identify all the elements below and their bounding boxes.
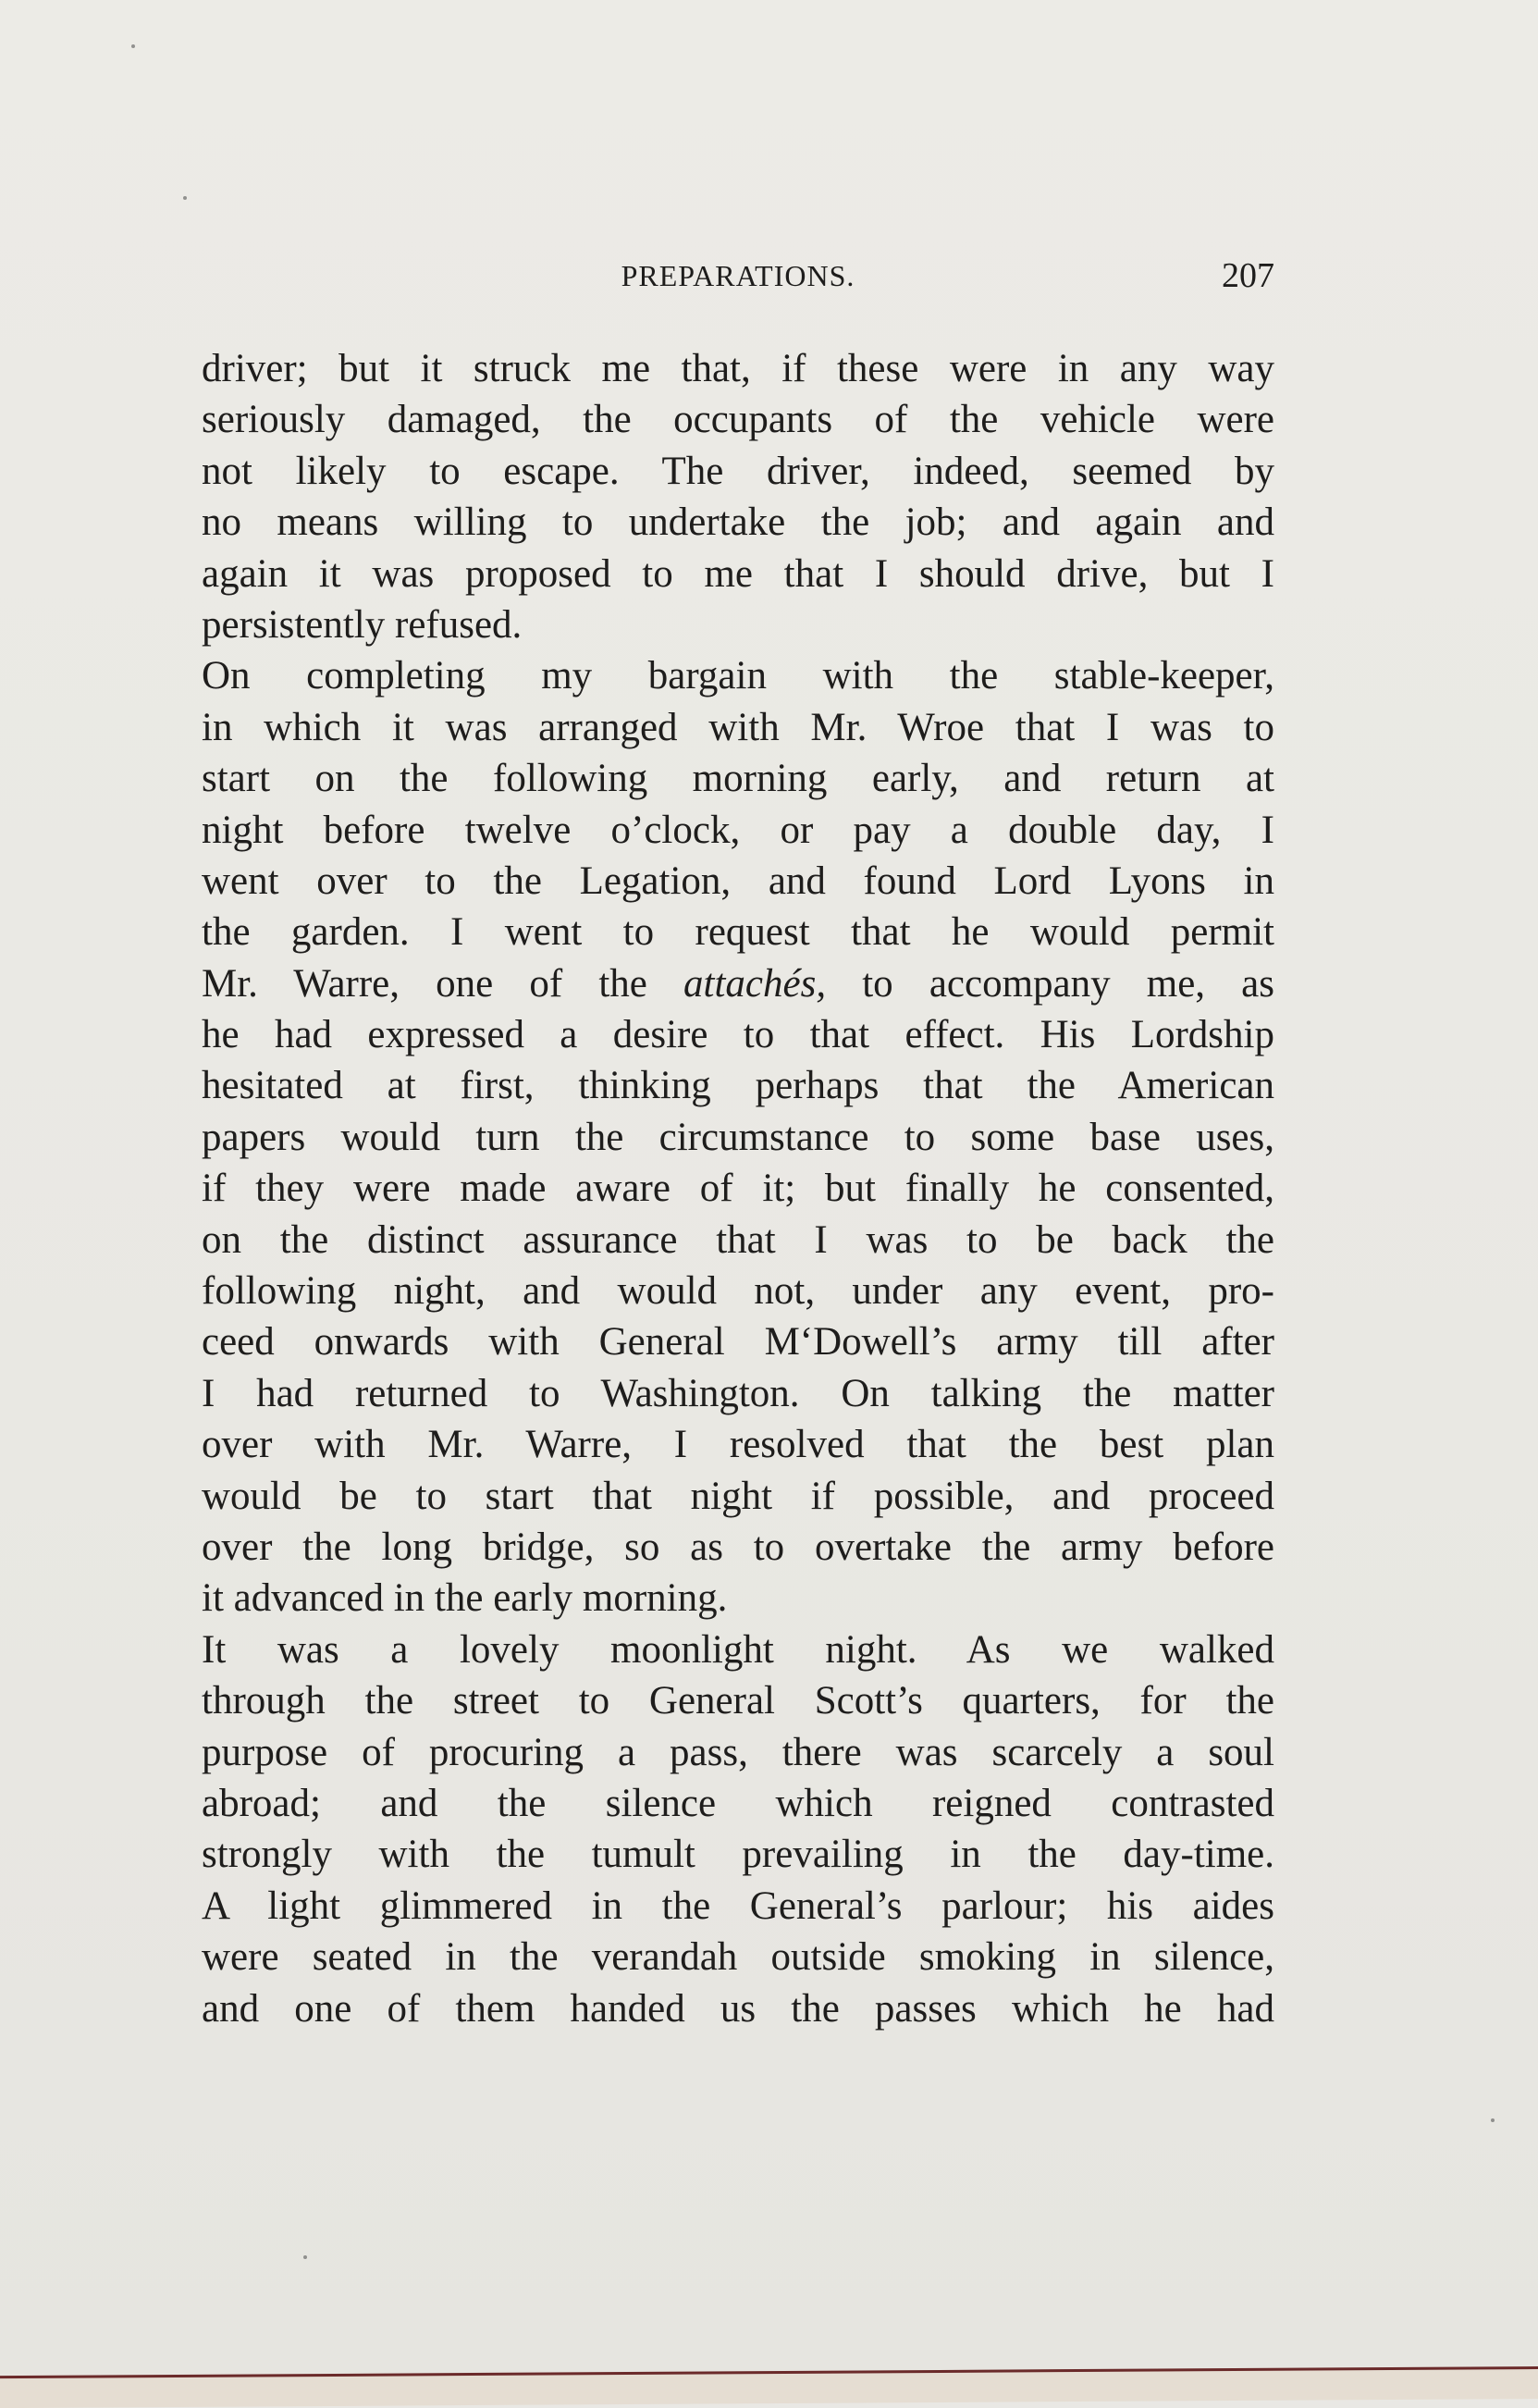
text-line <box>202 958 1274 1009</box>
line-text: papers would turn the circumstance to some base uses, <box>202 1115 1274 1159</box>
line-text: no means willing to undertake the job; and again and <box>202 500 1274 545</box>
text-line <box>202 1829 1274 1880</box>
text-line <box>202 1112 1274 1163</box>
line-text: purpose of procuring a pass, there was scarcely a soul <box>202 1730 1274 1774</box>
line-text: ceed onwards with General M‘Dowell’s army till after <box>202 1320 1274 1365</box>
text-line <box>202 1675 1274 1726</box>
text-line <box>202 446 1274 497</box>
text-line <box>202 1727 1274 1778</box>
text-line <box>202 1009 1274 1060</box>
text-line <box>202 1368 1274 1419</box>
line-text: over the long bridge, so as to overtake the army before <box>202 1525 1274 1569</box>
text-line <box>202 753 1274 804</box>
text-line <box>202 702 1274 753</box>
text-line <box>202 394 1274 445</box>
paper-speck <box>303 2255 307 2259</box>
line-text: again it was proposed to me that I should drive, but I <box>202 551 1274 596</box>
line-text: to accompany me, as <box>826 961 1274 1006</box>
line-text: he had expressed a desire to that effect. His Lordship <box>202 1013 1274 1057</box>
text-line <box>202 1983 1274 2034</box>
text-line <box>202 1163 1274 1214</box>
line-text: driver; but it struck me that, if these were in any way <box>202 347 1274 390</box>
text-line <box>202 1522 1274 1573</box>
line-text: A light glimmered in the General’s parlour; his aides <box>202 1883 1274 1928</box>
running-title: PREPARATIONS. <box>621 259 855 292</box>
line-text: I had returned to Washington. On talking the matter <box>202 1371 1274 1415</box>
italic-text: attachés, <box>683 961 827 1006</box>
line-text: persistently refused. <box>202 602 523 647</box>
text-line <box>202 343 1274 394</box>
line-text: hesitated at first, thinking perhaps that the American <box>202 1064 1274 1108</box>
paper-speck <box>1491 2118 1495 2122</box>
line-text: and one of them handed us the passes which he had <box>202 1986 1274 2031</box>
text-line <box>202 1778 1274 1829</box>
text-line <box>202 805 1274 856</box>
text-line <box>202 1881 1274 1932</box>
line-text: in which it was arranged with Mr. Wroe that I was to <box>202 705 1274 749</box>
line-text: over with Mr. Warre, I resolved that the best plan <box>202 1423 1274 1467</box>
text-line <box>202 497 1274 548</box>
line-text: On completing my bargain with the stable-keeper, <box>202 654 1274 698</box>
text-line <box>202 650 1274 701</box>
running-header <box>202 256 1274 300</box>
line-text: seriously damaged, the occupants of the vehicle were <box>202 398 1274 442</box>
text-line <box>202 1624 1274 1675</box>
line-text: on the distinct assurance that I was to be back the <box>202 1217 1274 1262</box>
line-text: night before twelve o’clock, or pay a double day, I <box>202 808 1274 852</box>
line-text: abroad; and the silence which reigned contrasted <box>202 1781 1274 1825</box>
line-text: it advanced in the early morning. <box>202 1576 728 1621</box>
line-text: It was a lovely moonlight night. As we walked <box>202 1627 1274 1672</box>
paper-speck <box>183 196 187 200</box>
line-text: start on the following morning early, and return at <box>202 757 1274 801</box>
line-text: the garden. I went to request that he would permit <box>202 910 1274 955</box>
text-line <box>202 1060 1274 1111</box>
line-text: Mr. Warre, one of the <box>202 961 684 1006</box>
text-line <box>202 1215 1274 1266</box>
text-line <box>202 1266 1274 1316</box>
text-line <box>202 1419 1274 1470</box>
line-text: went over to the Legation, and found Lord Lyons in <box>202 858 1274 903</box>
line-text: not likely to escape. The driver, indeed, seemed by <box>202 449 1274 493</box>
line-text: following night, and would not, under any event, pro- <box>202 1269 1274 1314</box>
line-text: strongly with the tumult prevailing in the day-time. <box>202 1833 1274 1877</box>
text-line <box>202 1316 1274 1367</box>
paper-speck <box>131 44 135 48</box>
text-line <box>202 907 1274 957</box>
text-line <box>202 549 1274 599</box>
body-text <box>202 343 1274 2034</box>
text-line <box>202 1471 1274 1522</box>
line-text: if they were made aware of it; but finally he consented, <box>202 1167 1274 1211</box>
line-text: through the street to General Scott’s quarters, for the <box>202 1679 1274 1723</box>
text-line <box>202 599 1274 650</box>
text-line <box>202 1932 1274 1982</box>
text-line <box>202 856 1274 907</box>
page-number: 207 <box>1222 256 1274 295</box>
line-text: were seated in the verandah outside smoking in silence, <box>202 1935 1274 1980</box>
line-text: would be to start that night if possible, and proceed <box>202 1474 1274 1518</box>
text-line <box>202 1573 1274 1624</box>
